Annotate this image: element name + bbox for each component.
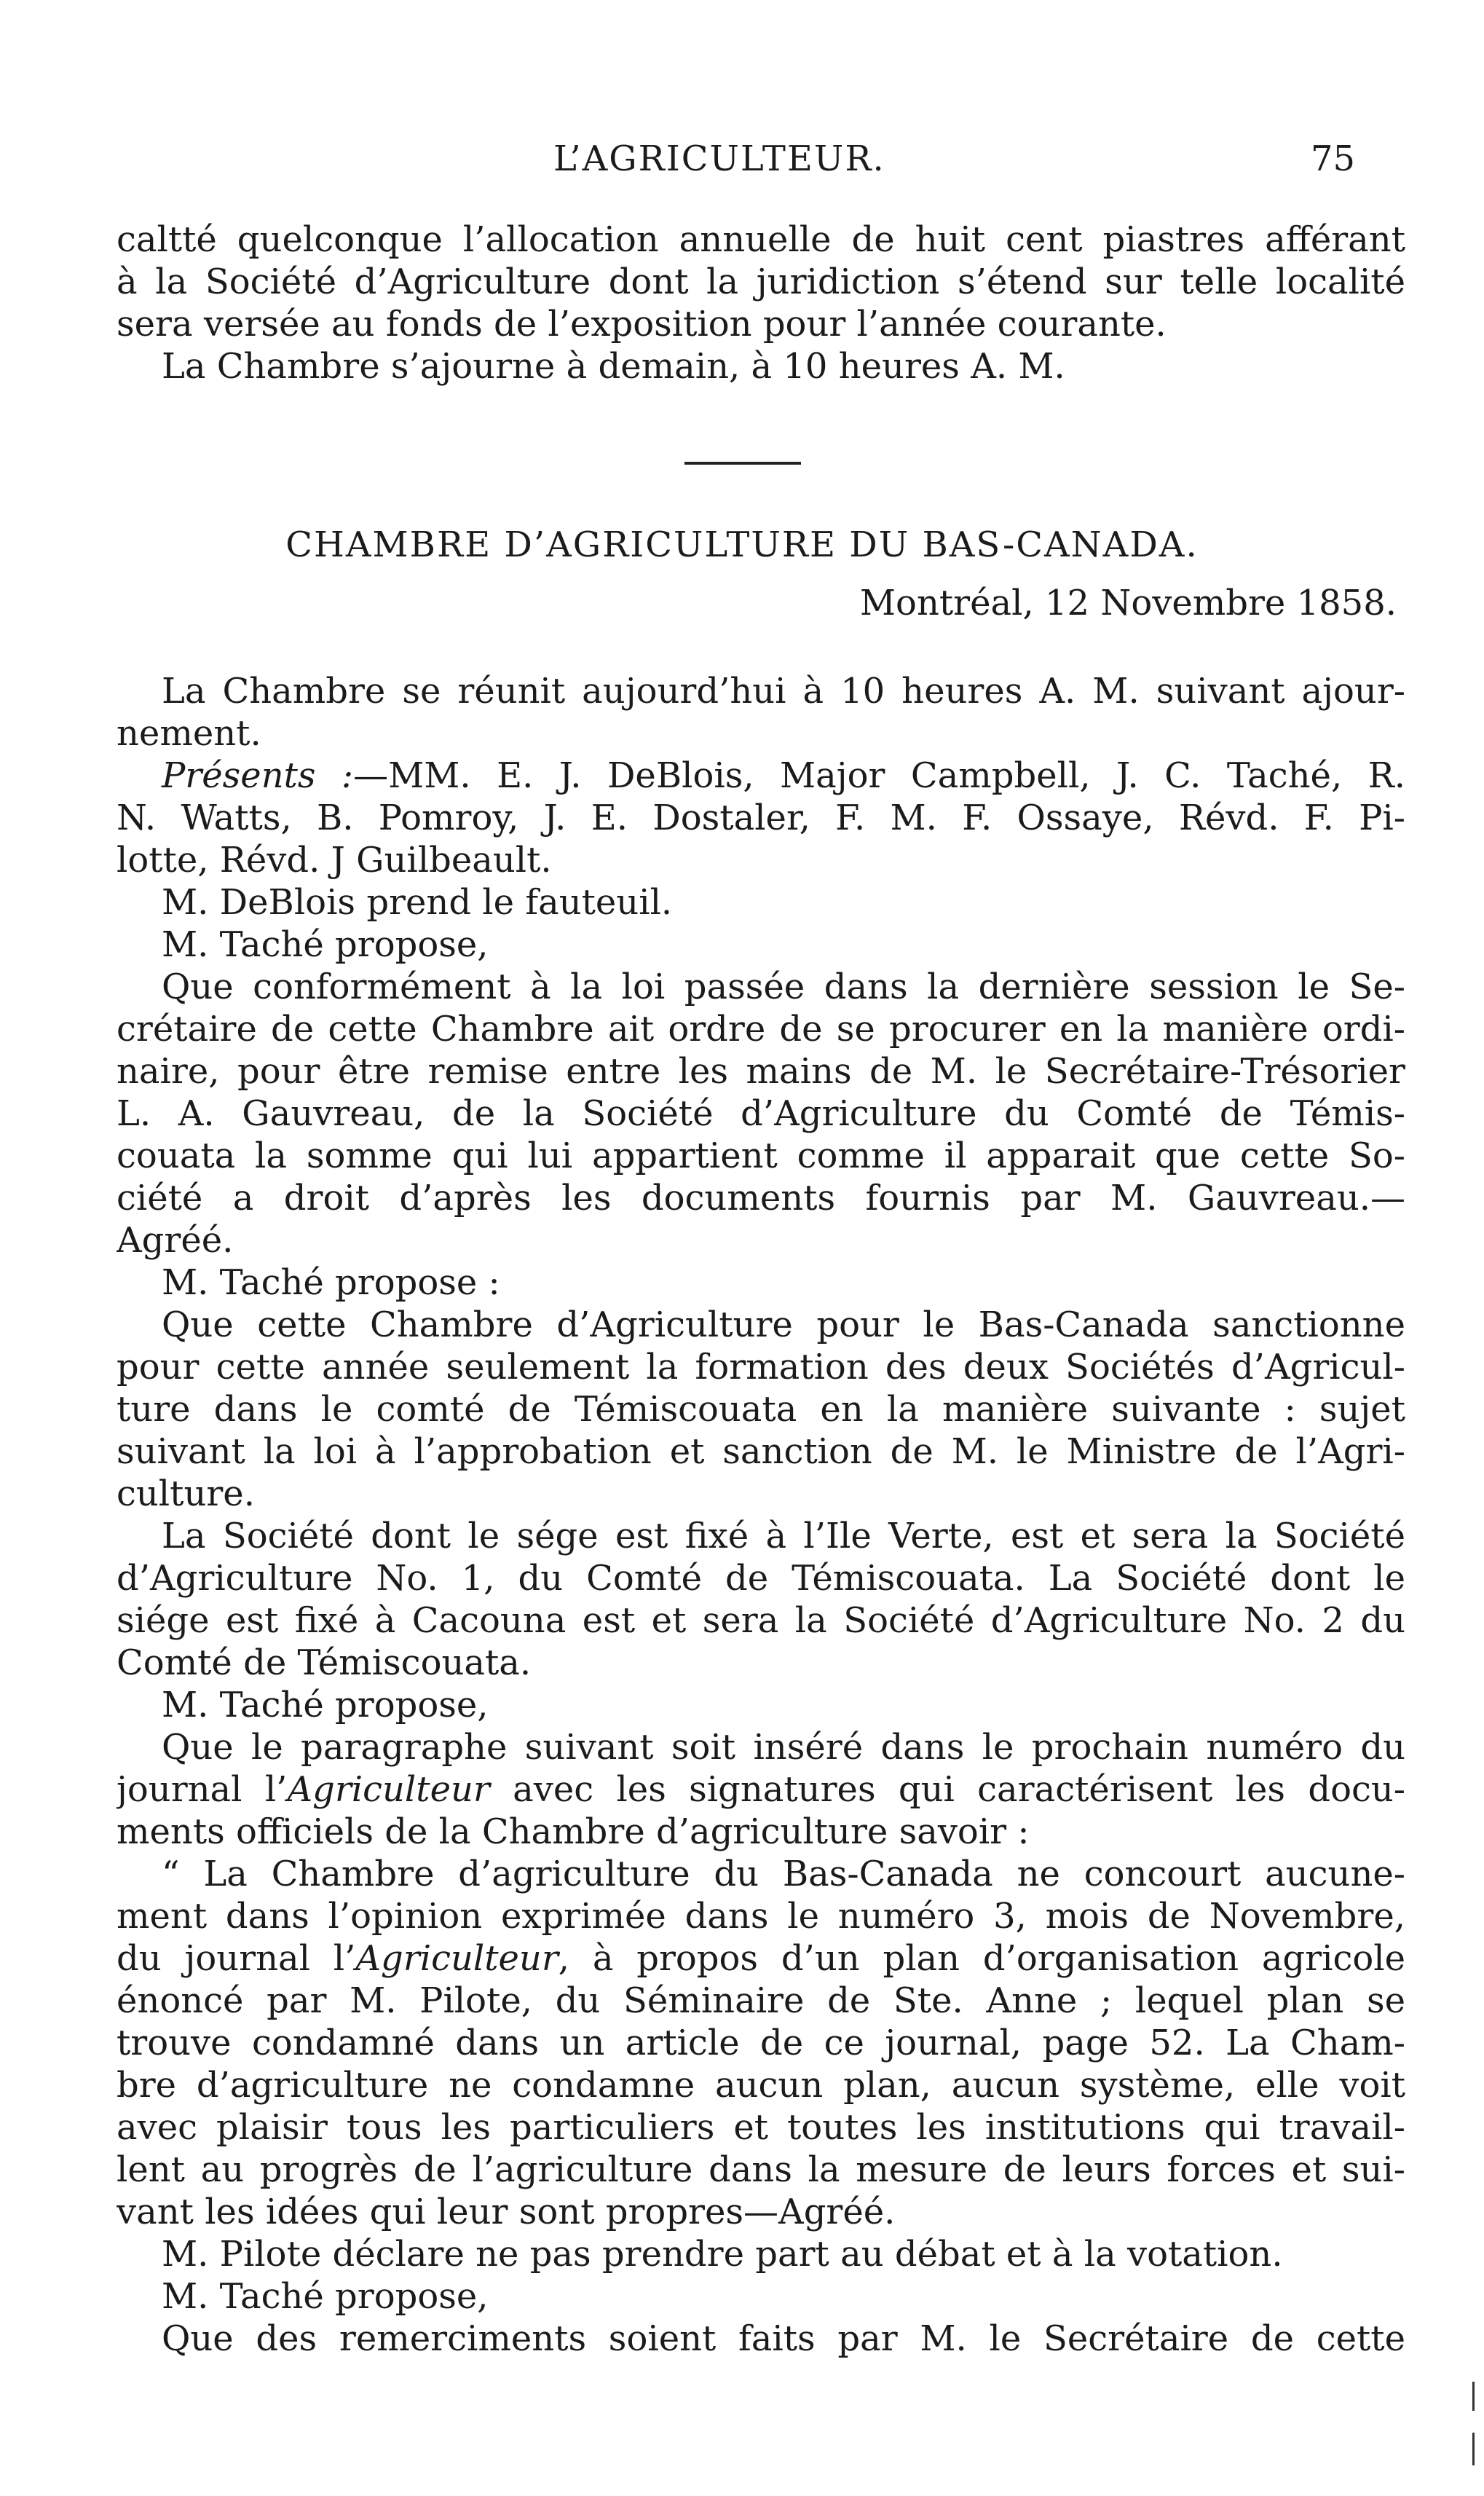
text-line: vant les idées qui leur sont propres—Agréé.	[117, 2192, 896, 2232]
text-line: Que des remerciments soient faits par M. le Secrétaire de cette	[162, 2318, 1405, 2359]
text-line: suivant la loi à l’approbation et sanction de M. le Ministre de l’Agri-	[117, 1431, 1405, 1472]
text-line: culture.	[117, 1473, 255, 1514]
text-line: La Chambre se réunit aujourd’hui à 10 heures A. M. suivant ajour-	[162, 671, 1405, 712]
text-line: couata la somme qui lui appartient comme il apparait que cette So-	[117, 1135, 1405, 1176]
attendance-line	[117, 755, 1405, 797]
text-line: bre d’agriculture ne condamne aucun plan, aucun système, elle voit	[117, 2065, 1405, 2106]
text-line: Que le paragraphe suivant soit inséré dans le prochain numéro du	[162, 1727, 1405, 1768]
text-line: avec plaisir tous les particuliers et toutes les institutions qui travail-	[117, 2107, 1405, 2148]
text-line: La Chambre s’ajourne à demain, à 10 heures A. M.	[162, 346, 1065, 387]
attendance-names: —MM. E. J. DeBlois, Major Campbell, J. C. Taché, R.	[353, 755, 1405, 796]
text-span: avec les signatures qui caractérisent les docu-	[489, 1769, 1405, 1810]
running-head	[0, 138, 1484, 189]
text-line: ture dans le comté de Témiscouata en la manière suivante : sujet	[117, 1389, 1405, 1430]
text-line: ciété a droit d’après les documents fournis par M. Gauvreau.—	[117, 1178, 1405, 1219]
text-line: siége est fixé à Cacouna est et sera la Société d’Agriculture No. 2 du	[117, 1600, 1405, 1641]
text-line: nement.	[117, 713, 261, 754]
minutes-body	[117, 670, 1405, 2360]
text-line: M. Taché propose :	[162, 1262, 500, 1303]
text-line: lent au progrès de l’agriculture dans la mesure de leurs forces et sui-	[117, 2149, 1405, 2190]
text-line: “ La Chambre d’agriculture du Bas-Canada ne concourt aucune-	[162, 1854, 1405, 1894]
running-title: L’AGRICULTEUR.	[553, 138, 885, 179]
journal-title: Agriculteur	[287, 1769, 490, 1810]
dateline: Montréal, 12 Novembre 1858.	[859, 583, 1397, 623]
text-line: M. Taché propose,	[162, 924, 489, 965]
text-line: N. Watts, B. Pomroy, J. E. Dostaler, F. M. F. Ossaye, Révd. F. Pi-	[117, 798, 1405, 838]
text-line	[117, 1937, 1405, 1980]
text-line: ment dans l’opinion exprimée dans le numéro 3, mois de Novembre,	[117, 1896, 1405, 1937]
journal-title: Agriculteur	[355, 1938, 559, 1979]
text-line: trouve condamné dans un article de ce journal, page 52. La Cham-	[117, 2023, 1405, 2063]
text-line: sera versée au fonds de l’exposition pour l’année courante.	[117, 304, 1167, 345]
page-number: 75	[1311, 138, 1356, 179]
text-line: M. DeBlois prend le fauteuil.	[162, 882, 673, 923]
text-line	[117, 1768, 1405, 1811]
text-line: Que conformément à la loi passée dans la dernière session le Se-	[162, 966, 1405, 1007]
text-line: lotte, Révd. J Guilbeault.	[117, 840, 552, 881]
section-divider	[684, 462, 801, 465]
text-span: , à propos d’un plan d’organisation agricole	[558, 1938, 1405, 1979]
text-span: du journal l’	[117, 1938, 356, 1979]
text-line: caltté quelconque l’allocation annuelle de huit cent piastres afférant	[117, 219, 1405, 260]
text-line: énoncé par M. Pilote, du Séminaire de Ste. Anne ; lequel plan se	[117, 1980, 1405, 2021]
text-line: M. Taché propose,	[162, 1685, 489, 1725]
text-line: crétaire de cette Chambre ait ordre de se procurer en la manière ordi-	[117, 1009, 1405, 1050]
previous-session-text	[117, 219, 1405, 387]
text-line: Comté de Témiscouata.	[117, 1642, 532, 1683]
text-line: ments officiels de la Chambre d’agriculture savoir :	[117, 1811, 1030, 1852]
text-line: d’Agriculture No. 1, du Comté de Témiscouata. La Société dont le	[117, 1558, 1405, 1599]
text-line: pour cette année seulement la formation des deux Sociétés d’Agricul-	[117, 1347, 1405, 1387]
text-line: La Société dont le sége est fixé à l’Ile Verte, est et sera la Société	[162, 1516, 1405, 1556]
text-line: M. Pilote déclare ne pas prendre part au débat et à la votation.	[162, 2234, 1283, 2275]
text-line: à la Société d’Agriculture dont la juridiction s’étend sur telle localité	[117, 261, 1405, 302]
text-line: naire, pour être remise entre les mains de M. le Secrétaire-Trésorier	[117, 1051, 1405, 1092]
text-span: journal l’	[117, 1769, 288, 1810]
presents-label: Présents :	[162, 755, 354, 796]
text-line: M. Taché propose,	[162, 2276, 489, 2317]
text-line: L. A. Gauvreau, de la Société d’Agriculture du Comté de Témis-	[117, 1093, 1405, 1134]
margin-mark	[1472, 2433, 1475, 2465]
section-title: CHAMBRE D’AGRICULTURE DU BAS-CANADA.	[285, 524, 1199, 565]
text-line: Agréé.	[117, 1220, 234, 1261]
text-line: Que cette Chambre d’Agriculture pour le Bas-Canada sanctionne	[162, 1304, 1405, 1345]
margin-mark	[1472, 2382, 1475, 2411]
